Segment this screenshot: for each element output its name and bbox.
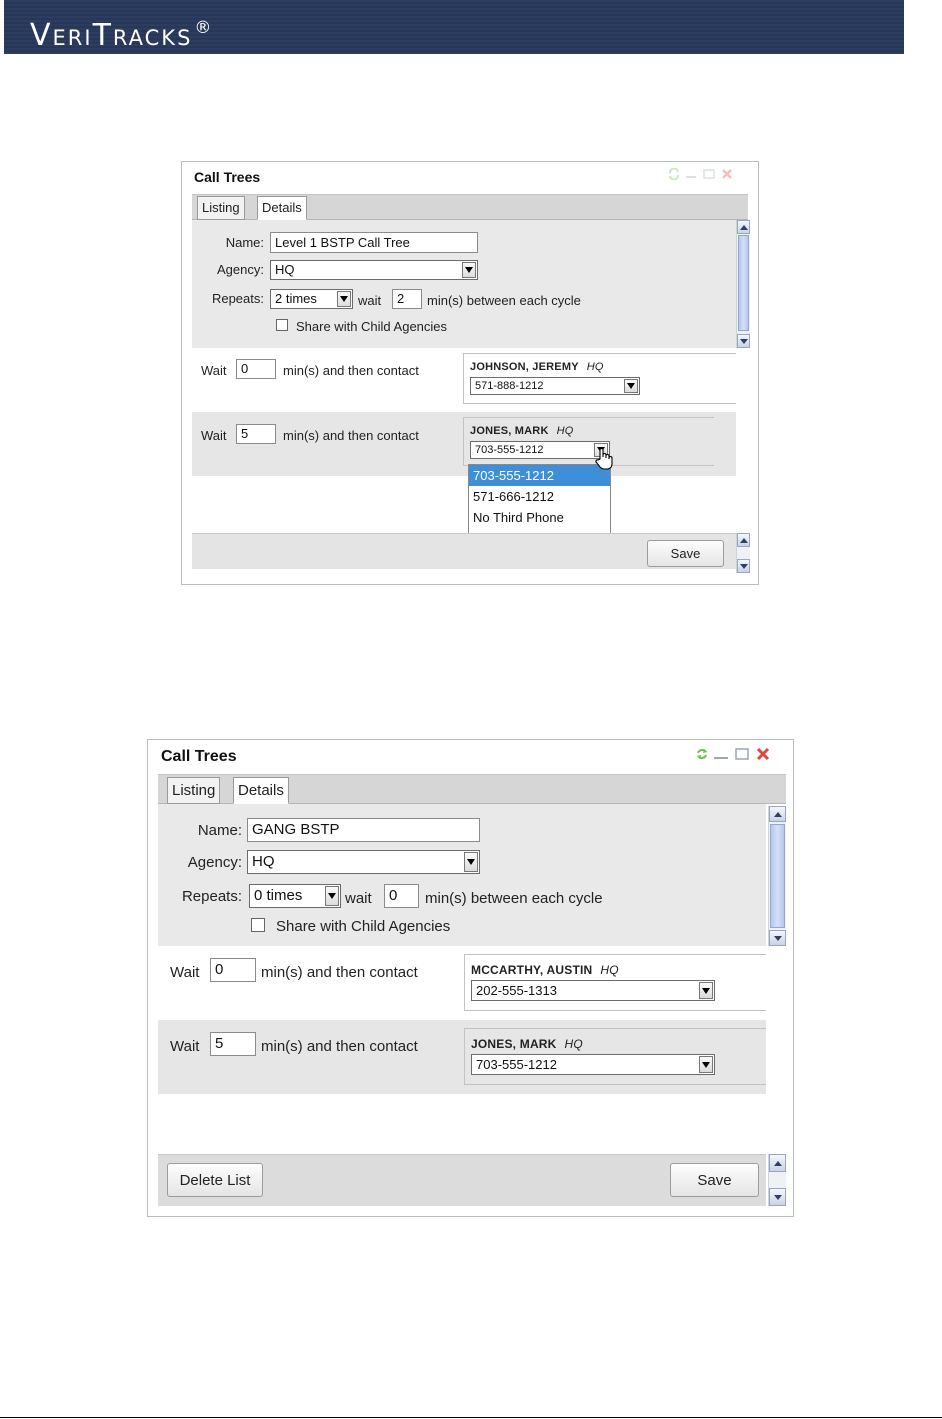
agency-select[interactable] <box>247 850 480 874</box>
refresh-icon[interactable] <box>695 747 709 761</box>
cycle-text: min(s) between each cycle <box>427 293 581 308</box>
chevron-down-icon <box>325 886 339 906</box>
repeats-select-value: 2 times <box>275 291 317 306</box>
contact-agency: HQ <box>556 425 574 437</box>
wait-word: wait <box>358 293 382 308</box>
agency-label: Agency: <box>187 854 242 871</box>
share-checkbox[interactable] <box>251 918 265 932</box>
close-icon[interactable] <box>754 747 772 761</box>
chevron-down-icon <box>337 291 351 307</box>
name-label: Name: <box>197 822 242 839</box>
brand-logo <box>30 8 213 56</box>
chevron-down-icon <box>699 1056 713 1073</box>
chevron-up-icon[interactable] <box>769 1154 786 1172</box>
chevron-down-icon[interactable] <box>737 559 750 573</box>
chevron-down-icon <box>699 982 713 999</box>
phone-select-value: 703-555-1212 <box>475 444 544 456</box>
contact-card <box>463 353 736 404</box>
maximize-icon[interactable] <box>733 747 751 761</box>
phone-select-value: 703-555-1212 <box>476 1057 557 1072</box>
details-form <box>192 220 736 348</box>
phone-select[interactable] <box>471 980 715 1001</box>
details-form <box>158 804 766 946</box>
maximize-icon[interactable] <box>702 168 716 180</box>
dropdown-option[interactable]: No Third Phone <box>473 510 564 525</box>
registered-mark: ® <box>194 18 214 38</box>
minutes-input[interactable]: 5 <box>236 424 276 444</box>
chevron-down-icon[interactable] <box>769 930 786 946</box>
agency-select[interactable] <box>270 260 478 280</box>
contact-card <box>463 417 714 466</box>
page-bottom-rule <box>0 1417 942 1418</box>
minutes-input[interactable]: 5 <box>210 1032 256 1056</box>
save-button[interactable]: Save <box>670 1163 759 1197</box>
contact-card <box>464 1028 766 1085</box>
wait-label: Wait <box>170 1038 200 1055</box>
scrollbar-thumb[interactable] <box>738 235 749 331</box>
contact-agency: HQ <box>600 963 619 977</box>
call-step-2 <box>158 1020 766 1094</box>
contact-name: JOHNSON, JEREMY HQ <box>470 361 604 373</box>
hand-cursor-icon <box>594 447 614 471</box>
window-controls <box>695 747 772 761</box>
phone-select[interactable] <box>471 1054 715 1075</box>
cycle-wait-input[interactable]: 2 <box>392 289 422 309</box>
wait-label: Wait <box>201 428 227 443</box>
chevron-up-icon[interactable] <box>737 533 750 547</box>
call-steps <box>158 946 766 1154</box>
form-scrollbar[interactable] <box>768 806 786 946</box>
window-title: Call Trees <box>161 748 237 765</box>
wait-label: Wait <box>170 964 200 981</box>
chevron-down-icon <box>462 262 476 278</box>
chevron-down-icon <box>624 379 638 393</box>
brand-name: VeriTracks <box>30 18 193 53</box>
scrollbar-thumb[interactable] <box>770 824 785 928</box>
name-label: Name: <box>225 235 264 250</box>
steps-scrollbar[interactable] <box>736 533 750 573</box>
tab-details[interactable]: Details <box>257 196 307 220</box>
repeats-select-value: 0 times <box>254 887 303 904</box>
steps-scrollbar[interactable] <box>768 1154 786 1206</box>
dropdown-option[interactable]: 571-666-1212 <box>473 489 554 504</box>
agency-select-value: HQ <box>252 853 275 870</box>
minimize-icon[interactable] <box>712 747 730 761</box>
tab-listing[interactable]: Listing <box>197 196 245 220</box>
tab-listing[interactable]: Listing <box>167 777 220 804</box>
wait-label: Wait <box>201 363 227 378</box>
phone-select-value: 571-888-1212 <box>475 380 544 392</box>
cycle-text: min(s) between each cycle <box>425 890 603 907</box>
footer-bar <box>192 533 736 569</box>
phone-select-value: 202-555-1313 <box>476 983 557 998</box>
share-checkbox[interactable] <box>276 319 288 331</box>
tab-details[interactable]: Details <box>233 777 289 804</box>
then-contact-text: min(s) and then contact <box>283 363 419 378</box>
call-trees-window-2 <box>147 739 794 1217</box>
tab-bar <box>158 774 786 804</box>
call-step-1 <box>158 946 766 1020</box>
chevron-down-icon[interactable] <box>769 1188 786 1206</box>
chevron-down-icon[interactable] <box>737 334 750 348</box>
footer-bar <box>158 1154 766 1206</box>
then-contact-text: min(s) and then contact <box>283 428 419 443</box>
minutes-input[interactable]: 0 <box>236 359 276 379</box>
wait-word: wait <box>345 890 372 907</box>
window-controls <box>668 168 734 180</box>
repeats-label: Repeats: <box>181 888 242 905</box>
contact-name: JONES, MARK HQ <box>471 1037 583 1051</box>
cycle-wait-input[interactable]: 0 <box>384 884 419 908</box>
repeats-select[interactable] <box>249 884 341 908</box>
window-title: Call Trees <box>194 169 261 185</box>
refresh-icon[interactable] <box>668 168 680 180</box>
minimize-icon[interactable] <box>684 168 698 180</box>
call-step-1 <box>192 348 736 410</box>
contact-agency: HQ <box>586 361 604 373</box>
share-label: Share with Child Agencies <box>296 319 448 334</box>
agency-select-value: HQ <box>275 262 295 277</box>
phone-select[interactable] <box>470 377 640 395</box>
name-input[interactable]: GANG BSTP <box>247 818 480 842</box>
chevron-up-icon[interactable] <box>737 220 750 234</box>
chevron-up-icon[interactable] <box>769 806 786 822</box>
repeats-select[interactable] <box>270 289 353 309</box>
agency-label: Agency: <box>217 262 264 277</box>
share-label: Share with Child Agencies <box>276 918 451 935</box>
contact-name: MCCARTHY, AUSTIN HQ <box>471 963 619 977</box>
phone-select[interactable] <box>470 441 610 459</box>
call-steps <box>192 348 736 533</box>
contact-card <box>464 954 766 1011</box>
repeats-label: Repeats: <box>211 291 264 306</box>
name-input[interactable]: Level 1 BSTP Call Tree <box>270 232 478 253</box>
dropdown-option[interactable]: 703-555-1212 <box>469 465 610 486</box>
call-trees-window-1 <box>181 161 759 585</box>
then-contact-text: min(s) and then contact <box>261 1038 418 1055</box>
header-banner <box>4 0 904 54</box>
delete-list-button[interactable]: Delete List <box>167 1163 263 1197</box>
form-scrollbar[interactable] <box>736 220 750 348</box>
close-icon[interactable] <box>720 168 734 180</box>
contact-agency: HQ <box>564 1037 583 1051</box>
contact-name: JONES, MARK HQ <box>470 425 574 437</box>
then-contact-text: min(s) and then contact <box>261 964 418 981</box>
call-step-2 <box>192 412 736 476</box>
save-button[interactable]: Save <box>647 540 724 567</box>
minutes-input[interactable]: 0 <box>210 958 256 982</box>
chevron-down-icon <box>464 852 478 872</box>
tab-bar <box>192 194 748 220</box>
